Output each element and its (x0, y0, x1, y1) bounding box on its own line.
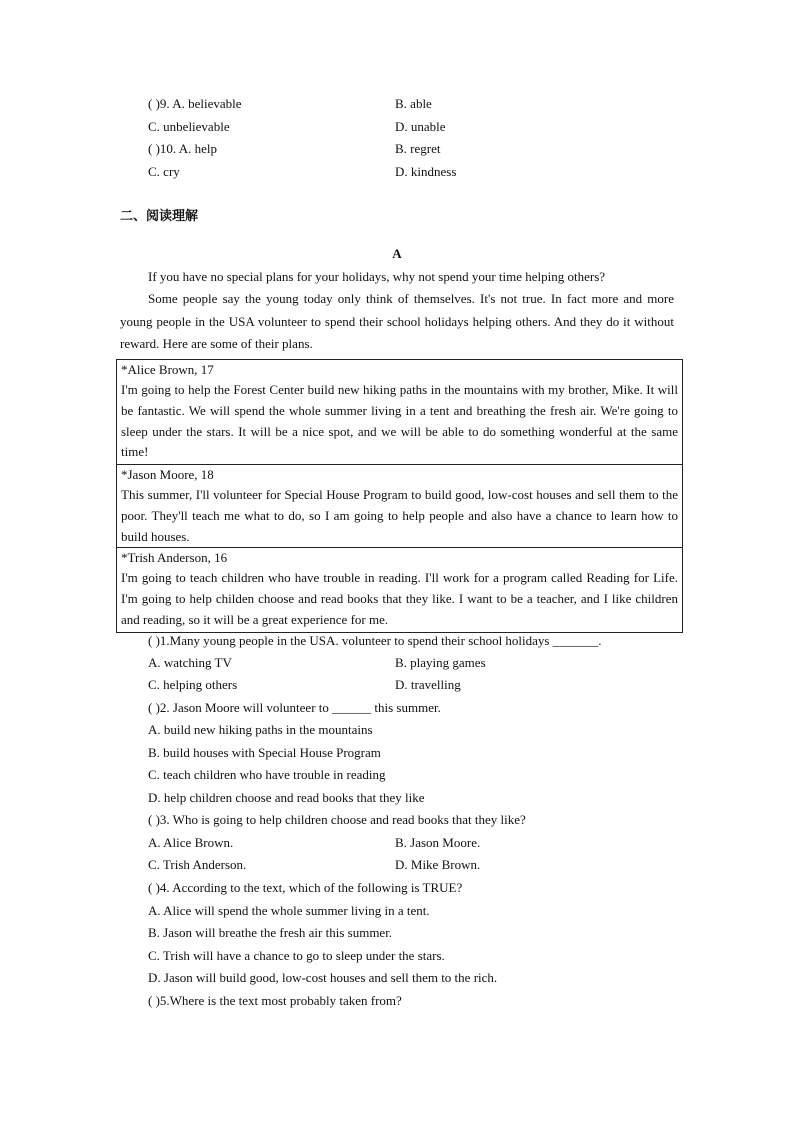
intro-paragraph-1-text: If you have no special plans for your holidays, why not spend your time helping others? (148, 269, 606, 284)
section-heading: 二、阅读理解 (120, 209, 199, 224)
q9-option-b: B. able (395, 96, 432, 111)
q3-stem: ( )3. Who is going to help children choose and read books that they like? (148, 812, 526, 827)
intro-paragraph-2 (120, 288, 674, 356)
q1-option-a: A. watching TV (148, 655, 232, 670)
q1-option-b: B. playing games (395, 655, 486, 670)
q9-option-c: C. unbelievable (148, 119, 230, 134)
q3-option-c: C. Trish Anderson. (148, 857, 247, 872)
q3-option-a: A. Alice Brown. (148, 835, 234, 850)
intro-paragraph-1 (120, 266, 674, 289)
plan-box-alice (116, 359, 683, 464)
q9-option-d: D. unable (395, 119, 446, 134)
q1-option-c: C. helping others (148, 677, 238, 692)
q3-option-b: B. Jason Moore. (395, 835, 481, 850)
plan-text: This summer, I'll volunteer for Special House Program to build good, low-cost houses and sell them to the poor. They'll teach me what to do, so I am going to help people and also have a chance to learn how to build houses. (121, 487, 678, 544)
q10-stem: ( )10. A. help (148, 141, 217, 156)
plan-text: I'm going to teach children who have trouble in reading. I'll work for a program called Reading for Life. I'm going to help childen choose and read books that they like. I want to be a teacher, and I like children and reading, so it will be a great experience for me. (121, 570, 678, 627)
passage-title: A (392, 246, 402, 261)
q5-stem: ( )5.Where is the text most probably taken from? (148, 993, 402, 1008)
q4-option-d: D. Jason will build good, low-cost houses and sell them to the rich. (148, 970, 498, 985)
plan-box-jason (116, 464, 683, 547)
q2-option-b: B. build houses with Special House Program (148, 745, 381, 760)
q4-option-c: C. Trish will have a chance to go to sleep under the stars. (148, 948, 445, 963)
plan-box-trish (116, 547, 683, 633)
q2-option-d: D. help children choose and read books that they like (148, 790, 425, 805)
q1-stem: ( )1.Many young people in the USA. volunteer to spend their school holidays _______. (148, 633, 602, 648)
q2-stem: ( )2. Jason Moore will volunteer to ______ this summer. (148, 700, 441, 715)
plan-text: I'm going to help the Forest Center build new hiking paths in the mountains with my brother, Mike. It will be fantastic. We will spend the whole summer living in a tent and breathing the fresh air. We're going to sleep under the stars. It will be a nice spot, and we will be able to do something wonderful at the same time! (121, 382, 678, 460)
q4-option-a: A. Alice will spend the whole summer living in a tent. (148, 903, 430, 918)
q3-option-d: D. Mike Brown. (395, 857, 481, 872)
q2-option-c: C. teach children who have trouble in reading (148, 767, 386, 782)
q4-option-b: B. Jason will breathe the fresh air this summer. (148, 925, 393, 940)
q1-option-d: D. travelling (395, 677, 461, 692)
q9-stem: ( )9. A. believable (148, 96, 242, 111)
q10-option-d: D. kindness (395, 164, 457, 179)
q4-stem: ( )4. According to the text, which of the following is TRUE? (148, 880, 463, 895)
plan-name: *Jason Moore, 18 (121, 467, 214, 482)
plan-name: *Alice Brown, 17 (121, 362, 214, 377)
q10-option-b: B. regret (395, 141, 441, 156)
q2-option-a: A. build new hiking paths in the mountains (148, 722, 373, 737)
q10-option-c: C. cry (148, 164, 180, 179)
intro-paragraph-2-text: Some people say the young today only think of themselves. It's not true. In fact more and more young people in the USA volunteer to spend their school holidays helping others. And they do it without reward. Here are some of their plans. (120, 291, 674, 351)
plan-name: *Trish Anderson, 16 (121, 550, 228, 565)
